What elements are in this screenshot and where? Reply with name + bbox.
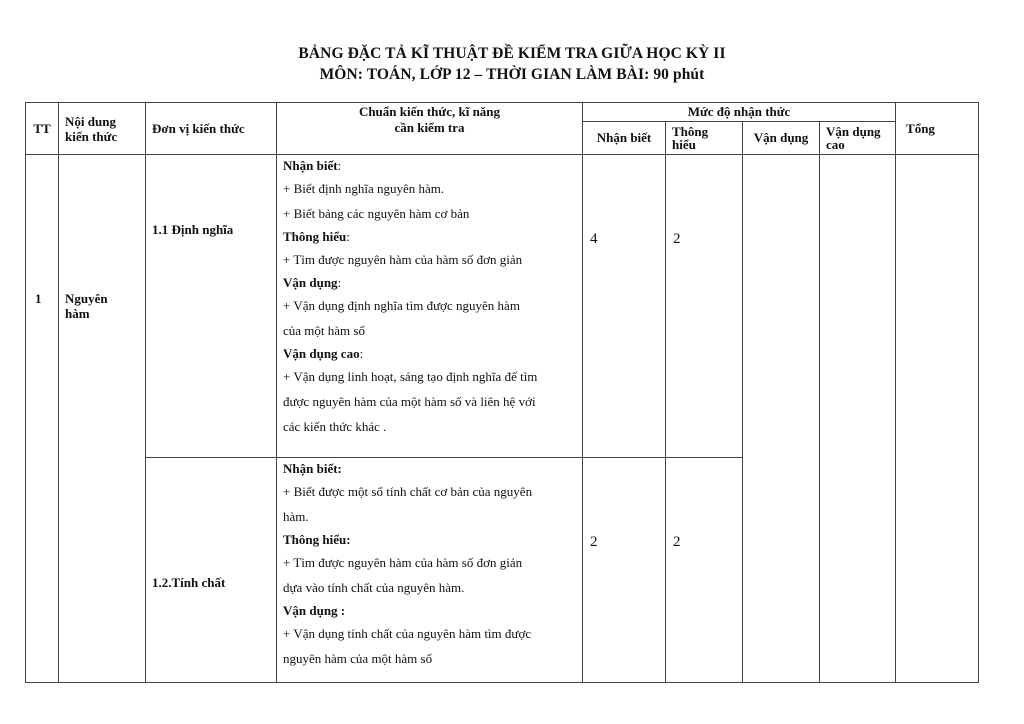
criterion-line: + Biết được một số tính chất cơ bản của nguyên: [283, 484, 533, 499]
unit-cell: 1.2.Tính chất: [146, 458, 277, 683]
topic-line2: hàm: [65, 306, 90, 321]
header-thong-hieu: [666, 122, 743, 155]
header-tt: TT: [26, 103, 59, 155]
criterion-line: + Tìm được nguyên hàm của hàm số đơn giản: [283, 555, 523, 570]
level-label-suffix: :: [346, 229, 350, 244]
header-tong: Tổng: [896, 103, 979, 155]
header-noi-dung: [59, 103, 146, 155]
level-label-text: Vận dụng :: [283, 603, 346, 618]
level-label-suffix: :: [359, 346, 364, 361]
spec-table: [25, 102, 979, 683]
header-chuan: [277, 103, 583, 155]
header-van-dung-cao-line2: cao: [826, 137, 845, 152]
header-noi-dung-line2: kiến thức: [65, 128, 118, 144]
header-noi-dung-line1: Nội dung: [65, 113, 116, 129]
level-label-text: Nhận biết:: [283, 461, 342, 476]
standards-cell: [277, 155, 583, 458]
topic-line1: Nguyên: [65, 291, 108, 306]
criterion-line: + Vận dụng linh hoạt, sáng tạo định nghĩa để tìm: [283, 369, 538, 384]
criterion-line: + Vận dụng tính chất của nguyên hàm tìm được: [283, 626, 532, 641]
criterion-line: + Tìm được nguyên hàm của hàm số đơn giản: [283, 252, 523, 267]
header-don-vi: Đơn vị kiến thức: [146, 103, 277, 155]
level-label: [283, 272, 582, 293]
header-van-dung: Vận dụng: [743, 122, 820, 155]
van-dung-cao-cell: [820, 155, 896, 683]
table-row: [26, 155, 979, 458]
thong-hieu-value: 2: [666, 458, 743, 683]
criterion-line: hàm.: [283, 509, 309, 524]
criterion-line: nguyên hàm của một hàm số: [283, 651, 433, 666]
criterion-line: được nguyên hàm của một hàm số và liên hệ với: [283, 394, 536, 409]
level-label-text: Nhận biết: [283, 158, 338, 173]
nhan-biet-value: 4: [583, 155, 666, 458]
thong-hieu-value: 2: [666, 155, 743, 458]
level-label: [283, 343, 582, 364]
level-label: [283, 458, 582, 479]
header-van-dung-cao: [820, 122, 896, 155]
criterion-line: + Biết định nghĩa nguyên hàm.: [283, 181, 445, 196]
level-label-suffix: :: [337, 158, 342, 173]
criterion-line: các kiến thức khác .: [283, 419, 387, 434]
criterion-line: + Biết bảng các nguyên hàm cơ bản: [283, 206, 470, 221]
unit-cell: 1.1 Định nghĩa: [146, 155, 277, 458]
standards-cell: [277, 458, 583, 683]
header-muc-do: Mức độ nhận thức: [583, 103, 896, 122]
header-nhan-biet: Nhận biết: [583, 122, 666, 155]
header-thong-hieu-line1: Thông: [672, 124, 709, 139]
level-label-text: Thông hiểu:: [283, 532, 351, 547]
header-van-dung-cao-line1: Vận dụng: [826, 124, 881, 139]
criterion-line: + Vận dụng định nghĩa tìm được nguyên hàm: [283, 298, 520, 313]
level-label: [283, 529, 582, 550]
header-row-1: [26, 103, 979, 122]
van-dung-cell: [743, 155, 820, 683]
header-chuan-line2: cần kiểm tra: [394, 120, 465, 135]
header-thong-hieu-line2: hiểu: [672, 137, 696, 152]
topic-cell: [59, 155, 146, 683]
document-subtitle: MÔN: TOÁN, LỚP 12 – THỜI GIAN LÀM BÀI: 90 phút: [319, 66, 705, 83]
nhan-biet-value: 2: [583, 458, 666, 683]
criterion-line: của một hàm số: [283, 323, 365, 338]
level-label-text: Vận dụng: [283, 275, 338, 290]
criterion-line: dựa vào tính chất của nguyên hàm.: [283, 580, 465, 595]
level-label-text: Thông hiểu: [283, 229, 347, 244]
level-label: [283, 155, 582, 176]
level-label: [283, 226, 582, 247]
header-chuan-line1: Chuẩn kiến thức, kĩ năng: [358, 104, 501, 119]
tong-cell: [896, 155, 979, 683]
level-label-suffix: :: [337, 275, 342, 290]
level-label-text: Vận dụng cao: [283, 346, 360, 361]
level-label: [283, 600, 582, 621]
row-number: 1: [26, 155, 59, 683]
document-title: BẢNG ĐẶC TẢ KĨ THUẬT ĐỀ KIỂM TRA GIỮA HỌC KỲ II: [298, 45, 726, 62]
